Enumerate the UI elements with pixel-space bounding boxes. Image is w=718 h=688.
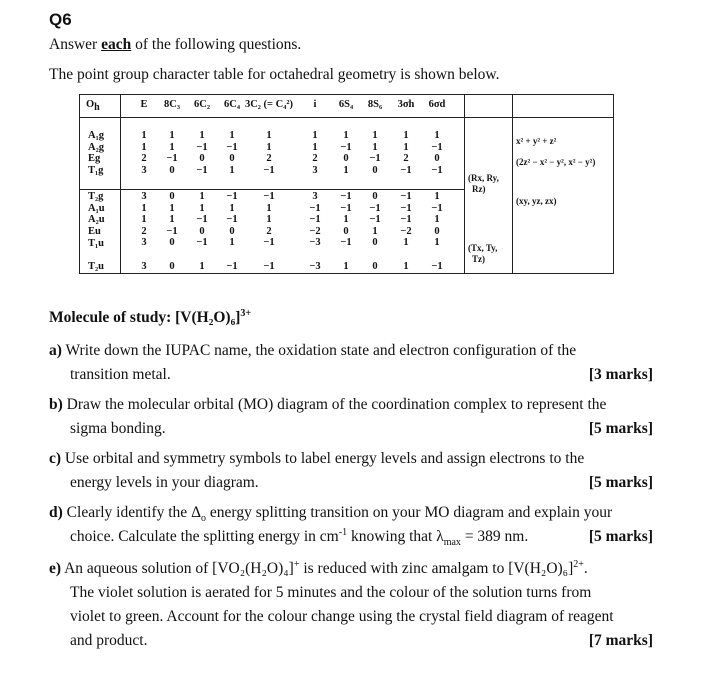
header-divider [80, 117, 613, 118]
character-value: 1 [343, 261, 349, 272]
label-column-divider [120, 95, 121, 273]
question-title: Q6 [49, 10, 72, 29]
character-value: 0 [199, 153, 205, 164]
character-value: −1 [196, 141, 208, 153]
character-value: 1 [141, 214, 147, 225]
character-value: −1 [309, 202, 321, 214]
molecule-charge: 3+ [240, 307, 252, 319]
irrep-label-u: T₂u [88, 261, 104, 272]
character-value: −1 [263, 191, 275, 202]
instruction-emphasis: each [101, 36, 132, 53]
character-value: −1 [226, 191, 238, 202]
part-b-line1: Draw the molecular orbital (MO) diagram of the coordination complex to represent the [66, 396, 607, 413]
character-value: 2 [266, 225, 272, 237]
part-e-label: e) [49, 560, 62, 577]
character-value: −1 [431, 141, 443, 153]
irrep-label-u: T₂g [88, 191, 104, 202]
part-d-line2 [49, 525, 653, 549]
part-a-marks: [3 marks] [588, 366, 653, 383]
character-value: −1 [166, 225, 178, 237]
part-e-line1c: . [583, 560, 588, 577]
part-c-line2: energy levels in your diagram. [70, 474, 259, 491]
part-e-line1a: An aqueous solution of [VO₂(H₂O)₄] [64, 560, 294, 577]
class-header: 6C₄ [224, 99, 240, 110]
part-b [49, 393, 653, 441]
basis-rotation-1: (Rx, Ry, [468, 173, 499, 183]
part-d-line2c: = 389 nm. [460, 528, 529, 545]
basis-quadratic-1: x² + y² + z² [516, 136, 557, 146]
character-value: 0 [169, 237, 175, 248]
character-value: 1 [434, 191, 440, 202]
part-c-line1: Use orbital and symmetry symbols to label energy levels and assign electrons to the [64, 450, 585, 467]
characters-column-divider [464, 95, 465, 273]
part-e [49, 557, 653, 653]
character-value: 1 [312, 141, 318, 153]
character-value: 0 [434, 153, 440, 164]
part-c [49, 447, 653, 495]
character-value: −1 [226, 261, 238, 272]
character-value: −1 [263, 237, 275, 248]
character-value: 0 [343, 153, 349, 164]
part-a-line1: Write down the IUPAC name, the oxidation state and electron configuration of the [65, 342, 577, 359]
table-intro: The point group character table for octahedral geometry is shown below. [49, 66, 500, 83]
class-header: 8C₃ [164, 99, 180, 110]
character-value: 0 [199, 225, 205, 237]
basis-quadratic-3: (xy, yz, zx) [516, 196, 557, 206]
part-b-line2: sigma bonding. [70, 420, 166, 437]
part-d-line2-sub: max [443, 537, 461, 549]
character-value: 1 [403, 130, 409, 141]
character-value: 1 [199, 202, 205, 214]
character-value: 1 [141, 130, 147, 141]
character-value: 1 [266, 141, 272, 153]
character-value: 1 [141, 141, 147, 153]
molecule-label: Molecule of study: [49, 309, 176, 326]
character-value: 0 [169, 164, 175, 176]
character-value: 2 [312, 153, 318, 164]
character-value: −1 [166, 153, 178, 164]
part-e-line2: The violet solution is aerated for 5 minutes and the colour of the solution turns from [70, 584, 592, 601]
character-value: −1 [400, 214, 412, 225]
character-value: 1 [403, 237, 409, 248]
character-value: 1 [372, 225, 378, 237]
character-value: 1 [403, 141, 409, 153]
part-d-label: d) [49, 504, 63, 521]
character-value: 0 [169, 261, 175, 272]
irrep-label-g: T₁g [88, 164, 104, 176]
part-d-line2a: choice. Calculate the splitting energy in cm [70, 528, 339, 545]
character-value: −1 [226, 141, 238, 153]
part-e-line1-sup: + [293, 558, 300, 570]
character-value: 0 [372, 237, 378, 248]
part-b-marks: [5 marks] [588, 420, 653, 437]
part-d-line1a: Clearly identify the Δ [66, 504, 202, 521]
character-value: 1 [229, 164, 235, 176]
character-value: 1 [169, 202, 175, 214]
class-header: 3C₂ (= C₄²) [244, 99, 294, 110]
character-value: 0 [343, 225, 349, 237]
character-value: −1 [431, 261, 443, 272]
character-value: −1 [400, 164, 412, 176]
character-value: −1 [226, 214, 238, 225]
part-d-line1-sub: o [201, 513, 207, 525]
character-value: 0 [229, 225, 235, 237]
character-value: 1 [141, 202, 147, 214]
character-value: −1 [309, 214, 321, 225]
part-a-line2: transition metal. [70, 366, 171, 383]
character-value: −1 [196, 237, 208, 248]
basis-rotation-2: Rz) [472, 184, 486, 194]
molecule-of-study [49, 309, 251, 327]
character-value: 3 [312, 164, 318, 176]
character-value: 0 [372, 191, 378, 202]
character-value: −2 [309, 225, 321, 237]
character-value: −1 [263, 261, 275, 272]
linear-basis-divider [512, 95, 513, 273]
character-value: 1 [229, 237, 235, 248]
molecule-formula: [V(H₂O)₆] [175, 309, 241, 326]
basis-translation-1: (Tx, Ty, [468, 243, 498, 253]
character-value: 3 [141, 164, 147, 176]
character-value: −1 [400, 202, 412, 214]
character-value: −1 [369, 202, 381, 214]
character-value: 1 [229, 202, 235, 214]
character-value: 1 [403, 261, 409, 272]
character-value: −1 [431, 202, 443, 214]
character-value: 1 [343, 214, 349, 225]
irrep-label-g: A₁g [88, 130, 104, 141]
character-value: 1 [169, 214, 175, 225]
character-value: 1 [266, 202, 272, 214]
class-header: 6C₂ [194, 99, 210, 110]
irrep-label-u: A₂u [88, 214, 105, 225]
part-e-line3: violet to green. Account for the colour change using the crystal field diagram of reagent [70, 608, 614, 625]
part-e-line1b: is reduced with zinc amalgam to [V(H₂O)₆] [299, 560, 574, 577]
character-value: −1 [196, 214, 208, 225]
character-value: 0 [229, 153, 235, 164]
character-value: 1 [169, 130, 175, 141]
character-value: −1 [263, 164, 275, 176]
character-value: 1 [199, 130, 205, 141]
character-value: 1 [372, 141, 378, 153]
irrep-label-u: T₁u [88, 238, 104, 249]
character-value: −1 [400, 191, 412, 202]
character-value: 1 [343, 164, 349, 176]
class-header: 3σh [397, 99, 415, 110]
character-value: 1 [434, 130, 440, 141]
character-value: 3 [141, 191, 147, 202]
character-value: 2 [141, 225, 147, 237]
character-value: 2 [403, 153, 409, 164]
part-a [49, 339, 653, 387]
character-table [79, 94, 614, 274]
character-value: 2 [141, 153, 147, 164]
part-e-line1-sup2: 2+ [573, 558, 584, 570]
part-e-line4: and product. [70, 632, 148, 649]
irrep-label-u: Eu [88, 225, 101, 237]
basis-translation-2: Tz) [472, 254, 485, 264]
character-value: 1 [312, 130, 318, 141]
character-value: 1 [372, 130, 378, 141]
character-value: −3 [309, 237, 321, 248]
character-value: −1 [340, 237, 352, 248]
character-value: 0 [372, 164, 378, 176]
part-d-line2b: knowing that λ [347, 528, 444, 545]
character-value: −1 [369, 214, 381, 225]
part-b-label: b) [49, 396, 63, 413]
character-value: 1 [343, 130, 349, 141]
character-value: 0 [434, 225, 440, 237]
class-header: i [313, 99, 317, 110]
character-value: 0 [169, 191, 175, 202]
part-e-marks: [7 marks] [588, 632, 653, 649]
character-value: 3 [141, 237, 147, 248]
class-header: 6σd [428, 99, 446, 110]
character-value: −3 [309, 261, 321, 272]
character-value: 0 [372, 261, 378, 272]
part-c-label: c) [49, 450, 62, 467]
character-value: −1 [340, 202, 352, 214]
gu-block-divider [80, 189, 464, 190]
character-value: 3 [141, 261, 147, 272]
character-value: 1 [266, 130, 272, 141]
part-d-marks: [5 marks] [588, 528, 653, 545]
character-value: −1 [340, 191, 352, 202]
character-value: 1 [199, 261, 205, 272]
instruction-pre: Answer [49, 36, 102, 53]
character-value: −1 [431, 164, 443, 176]
irrep-label-u: A₁u [88, 202, 105, 214]
basis-quadratic-2: (2z² − x² − y², x² − y²) [516, 157, 596, 167]
instruction-post: of the following questions. [131, 36, 302, 53]
irrep-label-g: A₂g [88, 141, 104, 153]
irrep-label-g: Eg [88, 153, 101, 164]
part-d [49, 501, 653, 549]
class-header: E [140, 99, 148, 110]
character-value: 1 [229, 130, 235, 141]
part-d-line2-sup: -1 [338, 526, 348, 538]
class-header: 8S₆ [367, 99, 383, 110]
part-c-marks: [5 marks] [588, 474, 653, 491]
point-group-label: $O_h$ [86, 99, 100, 114]
part-d-line1b: energy splitting transition on your MO diagram and explain your [206, 504, 613, 521]
character-value: 1 [199, 191, 205, 202]
instruction-line [49, 36, 301, 54]
character-value: −1 [369, 153, 381, 164]
character-value: 1 [434, 214, 440, 225]
character-value: 1 [266, 214, 272, 225]
character-value: −1 [196, 164, 208, 176]
character-value: −1 [340, 141, 352, 153]
character-value: 1 [169, 141, 175, 153]
character-value: 1 [434, 237, 440, 248]
character-value: −2 [400, 225, 412, 237]
character-value: 2 [266, 153, 272, 164]
part-a-label: a) [49, 342, 62, 359]
class-header: 6S₄ [338, 99, 354, 110]
character-value: 3 [312, 191, 318, 202]
